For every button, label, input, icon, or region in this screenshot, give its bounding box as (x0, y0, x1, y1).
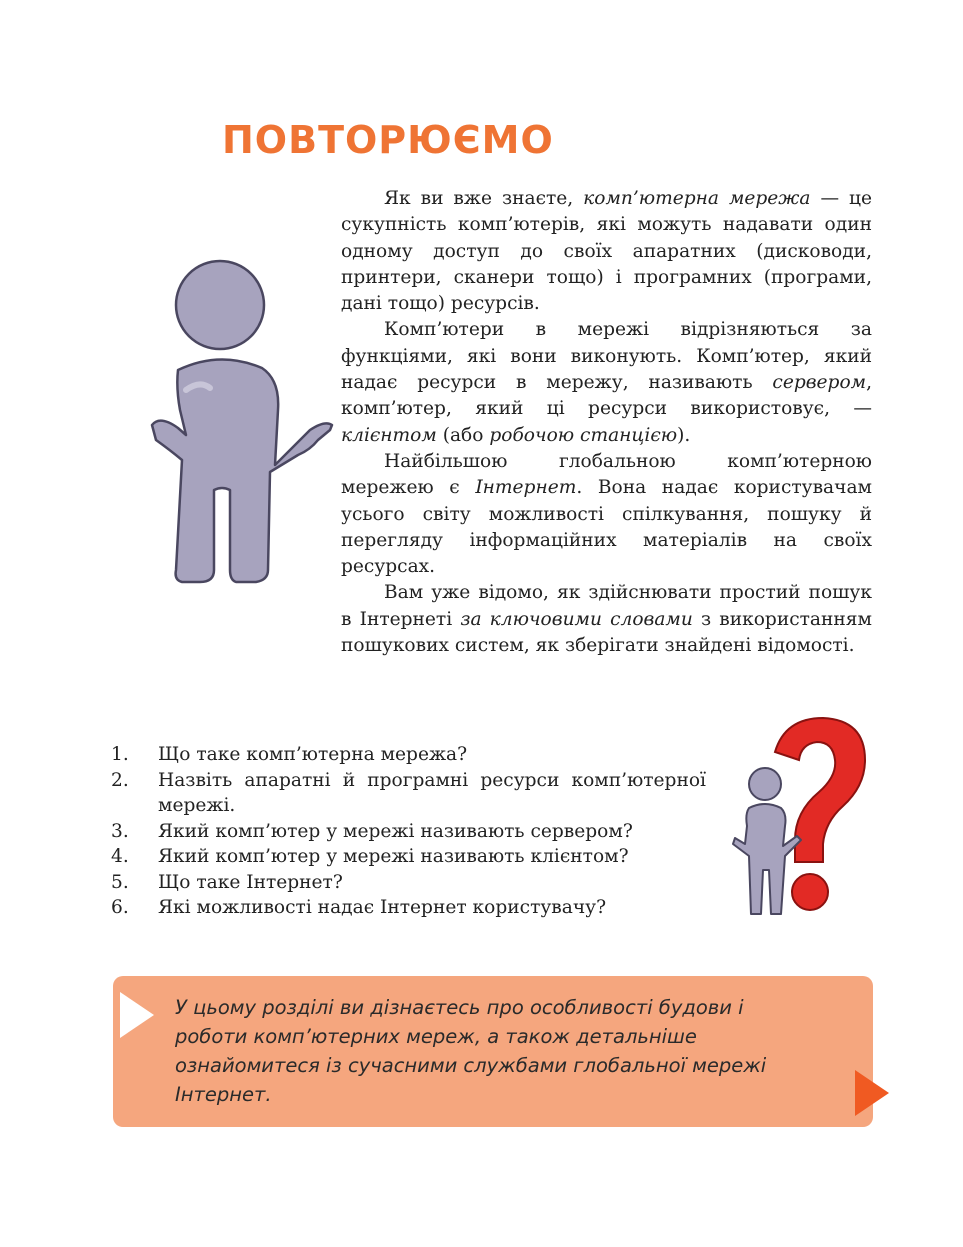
intro-paragraph (341, 317, 872, 448)
intro-paragraph (341, 580, 872, 659)
italic-term: клієнтом (341, 424, 437, 446)
text-run: Як ви вже знаєте, (384, 188, 584, 209)
italic-term: за ключовими словами (460, 608, 693, 630)
play-triangle-icon (855, 1070, 889, 1116)
question-item: 6. Які можливості надає Інтернет користувачу? (111, 897, 607, 918)
text-run: , комп’ютер, який ці ресурси використовує, — (341, 372, 872, 420)
play-triangle-icon (120, 992, 154, 1038)
question-item: 4. Який комп’ютер у мережі називають клієнтом? (111, 846, 629, 867)
text-run: Комп’ютери в мережі відрізняються за функціями, які вони виконують. Комп’ютер, який надає ресурси в мережу, називають (341, 319, 872, 394)
question-item: 2. Назвіть апаратні й програмні ресурси комп’ютерної мережі. (111, 769, 706, 816)
callout-text: У цьому розділі ви дізнаєтесь про особливості будови і роботи комп’ютерних мереж, а також детальніше ознайомитеся із сучасними службами глобальної мережі Інтернет. (175, 996, 767, 1106)
text-run: — це сукупність комп’ютерів, які можуть надавати один одному доступ до своїх апаратних (дисководи, принтери, сканери тощо) і програмних (програми, дані тощо) ресурсів. (341, 188, 872, 315)
italic-term: робочою станцією (489, 424, 678, 446)
question-item: 1. Що таке комп’ютерна мережа? (111, 744, 468, 765)
text-run: (або (436, 424, 490, 446)
intro-paragraph (341, 449, 872, 580)
question-mark-figure-illustration (715, 714, 875, 924)
person-figure-illustration (130, 250, 340, 590)
intro-paragraph (341, 186, 872, 317)
question-item: 5. Що таке Інтернет? (111, 871, 343, 893)
text-run: Найбільшою глобальною комп’ютерною мережею є (341, 450, 872, 499)
italic-term: сервером (772, 372, 867, 394)
questions-list (111, 742, 706, 921)
text-run: Вам уже відомо, як здійснювати простий пошук в Інтернеті (341, 582, 872, 630)
text-run: ). (677, 424, 691, 446)
intro-text (341, 186, 872, 659)
chapter-intro-callout (113, 976, 873, 1127)
text-run: з використанням пошукових систем, як зберігати знайдені відомості. (341, 608, 872, 657)
italic-term: комп’ютерна мережа (583, 188, 811, 209)
question-item: 3. Який комп’ютер у мережі називають сервером? (111, 820, 633, 842)
italic-term: Інтернет (475, 477, 577, 499)
text-run: . Вона надає користувачам усього світу можливості спілкування, пошуку й перегляду інформаційних матеріалів на своїх ресурсах. (341, 477, 872, 578)
page-title: ПОВТОРЮЄМО (222, 118, 554, 162)
